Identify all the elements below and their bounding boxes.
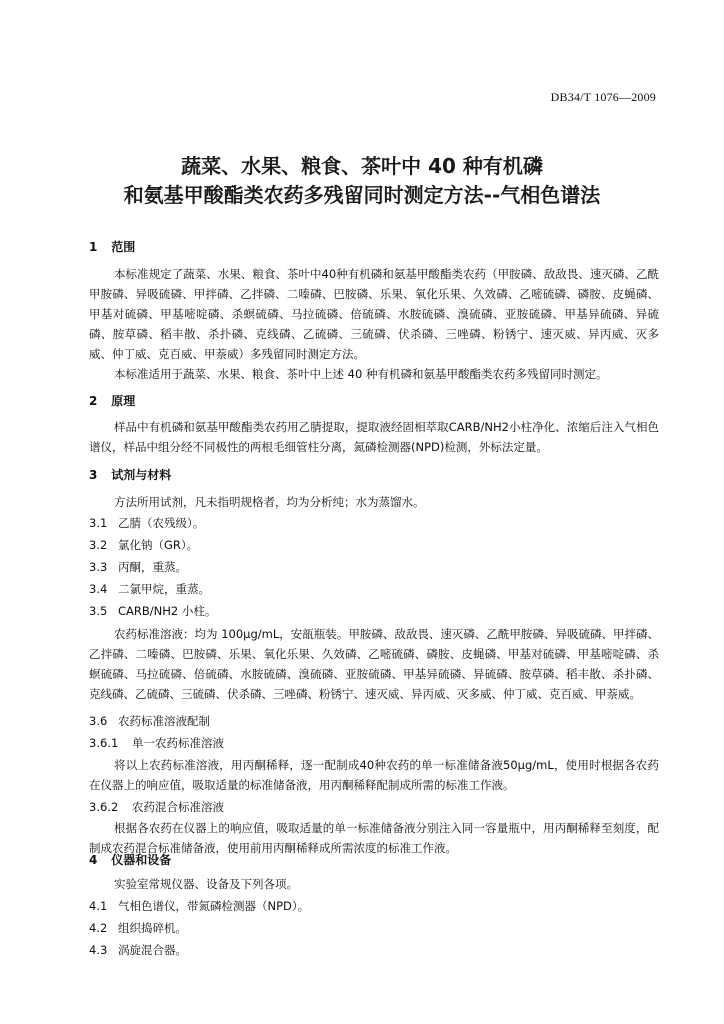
item-number: 4.3: [89, 943, 108, 957]
item-text: 组织捣碎机。: [118, 921, 187, 935]
subsection-heading: [89, 713, 210, 729]
item-number: 3.2: [89, 538, 108, 552]
subsection-heading: [89, 799, 224, 815]
item-text: 乙腈（农残级）。: [118, 516, 205, 530]
item-number: 3.5: [89, 604, 108, 618]
item-text: 气相色谱仪，带氮磷检测器（NPD）。: [118, 899, 310, 913]
scope-paragraph-2: 本标准适用于蔬菜、水果、粮食、茶叶中上述 40 种有机磷和氨基甲酸酯类农药多残留同时测定。: [114, 367, 608, 381]
mixed-standard-paragraph: 根据各农药在仪器上的响应值，吸取适量的单一标准储备液分别注入同一容量瓶中，用丙酮稀释至刻度，配制成农药混合标准储备液，使用前用丙酮稀释成所需浓度的标准工作液。: [89, 821, 659, 855]
item-number: 3.3: [89, 560, 108, 574]
apparatus-item: [89, 942, 187, 958]
principle-paragraph: 样品中有机磷和氨基甲酸酯类农药用乙腈提取，提取液经固相萃取CARB/NH2小柱净化、浓缩后注入气相色谱仪，样品中组分经不同极性的两根毛细管柱分离，氮磷检测器(NPD)检测，外标法定量。: [89, 420, 659, 454]
section-heading-reagents: [89, 466, 171, 483]
section-number: 4: [89, 853, 98, 867]
item-number: 3.6: [89, 714, 108, 728]
reagent-item: [89, 603, 216, 619]
apparatus-item: [89, 898, 309, 914]
document-title-line-1: 蔬菜、水果、粮食、茶叶中 40 种有机磷: [181, 154, 543, 178]
item-text: CARB/NH2 小柱。: [118, 604, 217, 618]
item-text: 涡旋混合器。: [118, 943, 187, 957]
document-title-line-2: 和氨基甲酸酯类农药多残留同时测定方法--气相色谱法: [123, 183, 601, 207]
section-title: 试剂与材料: [111, 468, 172, 482]
section-title: 范围: [111, 240, 136, 254]
item-number: 3.1: [89, 516, 108, 530]
subsection-heading: [89, 735, 224, 751]
item-number: 4.1: [89, 899, 108, 913]
section-number: 1: [89, 240, 98, 254]
section-title: 仪器和设备: [111, 853, 172, 867]
section-heading-principle: [89, 392, 135, 409]
apparatus-item: [89, 920, 187, 936]
apparatus-intro: 实验室常规仪器、设备及下列各项。: [114, 877, 298, 891]
item-text: 二氯甲烷，重蒸。: [118, 582, 210, 596]
section-number: 2: [89, 394, 98, 408]
section-heading-apparatus: [89, 851, 171, 868]
item-text: 农药标准溶液配制: [118, 714, 210, 728]
scope-paragraph-1: 本标准规定了蔬菜、水果、粮食、茶叶中40种有机磷和氨基甲酸酯类农药（甲胺磷、敌敌畏、速灭磷、乙酰甲胺磷、异吸硫磷、甲拌磷、乙拌磷、二嗪磷、巴胺磷、乐果、氧化乐果、久效磷、乙嘧硫磷、磷胺、皮蝇磷、甲基对硫磷、甲基嘧啶磷、杀螟硫磷、马拉硫磷、倍硫磷、水胺硫磷、溴硫磷、亚胺硫磷、甲基异硫磷、异硫磷、胺草磷、稻丰散、杀扑磷、克线磷、乙硫磷、三硫磷、伏杀磷、三唑磷、粉锈宁、速灭威、异丙威、灭多威、仲丁威、克百威、甲萘威）多残留同时测定方法。: [89, 267, 659, 361]
standard-solution-paragraph: 农药标准溶液：均为 100μg/mL，安瓿瓶装。甲胺磷、敌敌畏、速灭磷、乙酰甲胺磷、异吸硫磷、甲拌磷、乙拌磷、二嗪磷、巴胺磷、乐果、氧化乐果、久效磷、乙嘧硫磷、磷胺、皮蝇磷、甲基对硫磷、甲基嘧啶磷、杀螟硫磷、马拉硫磷、倍硫磷、水胺硫磷、溴硫磷、亚胺硫磷、甲基异硫磷、异硫磷、胺草磷、稻丰散、杀扑磷、克线磷、乙硫磷、三硫磷、伏杀磷、三唑磷、粉锈宁、速灭威、异丙威、灭多威、仲丁威、克百威、甲萘威。: [89, 627, 659, 701]
section-title: 原理: [111, 394, 136, 408]
item-text: 丙酮，重蒸。: [118, 560, 187, 574]
single-standard-paragraph: 将以上农药标准溶液，用丙酮稀释，逐一配制成40种农药的单一标准储备液50μg/mL，使用时根据各农药在仪器上的响应值，吸取适量的标准储备液，用丙酮稀释配制成所需的标准工作液。: [89, 758, 659, 792]
document-code: DB34/T 1076—2009: [550, 90, 656, 104]
item-number: 4.2: [89, 921, 108, 935]
reagent-item: [89, 515, 204, 531]
reagent-item: [89, 581, 210, 597]
section-number: 3: [89, 468, 98, 482]
item-number: 3.4: [89, 582, 108, 596]
item-text: 单一农药标准溶液: [132, 736, 224, 750]
item-number: 3.6.1: [89, 736, 119, 750]
reagent-item: [89, 559, 187, 575]
section-heading-scope: [89, 238, 135, 255]
item-text: 氯化钠（GR）。: [118, 538, 199, 552]
reagents-intro: 方法所用试剂，凡未指明规格者，均为分析纯；水为蒸馏水。: [114, 495, 425, 509]
item-number: 3.6.2: [89, 800, 119, 814]
item-text: 农药混合标准溶液: [132, 800, 224, 814]
reagent-item: [89, 537, 198, 553]
